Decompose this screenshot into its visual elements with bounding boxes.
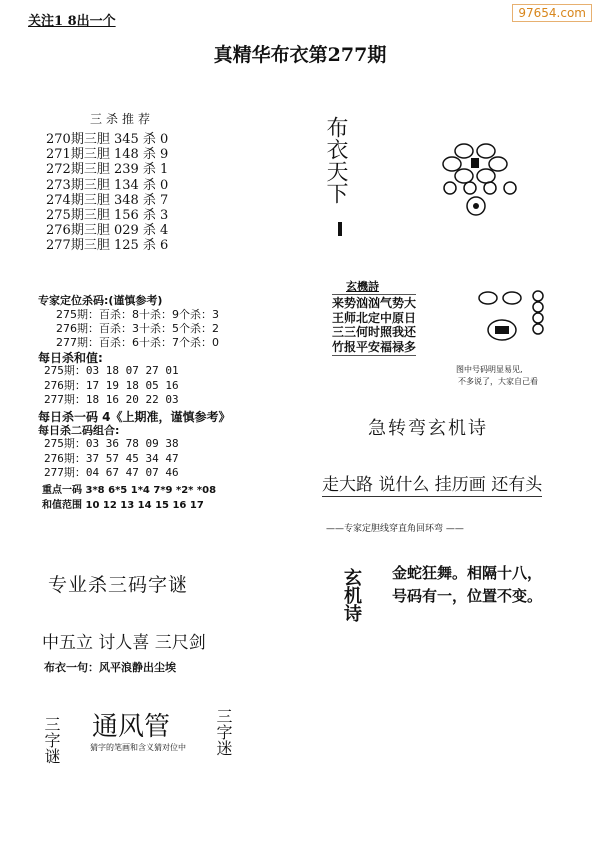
daily-sum-list <box>44 364 179 408</box>
image-hint: 图中号码明显易见, <box>456 365 523 374</box>
list-item: 270期三胆 345 杀 0 <box>46 132 169 147</box>
xuanji-vertical: 玄机诗 <box>341 568 362 622</box>
clue-line: 号码有一，位置不变。 <box>392 587 543 605</box>
list-item: 271期三胆 148 杀 9 <box>46 147 169 163</box>
list-item: 277期：百杀：6十杀：7个杀：0 <box>56 336 219 349</box>
buyi-title: 布衣天下 <box>323 116 348 204</box>
daily-sum-title: 每日杀和值: <box>38 351 103 365</box>
poem-line: 王师北定中原日 <box>332 310 417 325</box>
expert-kill-list <box>56 308 219 350</box>
page-title: 真精华布衣第277期 <box>213 44 387 66</box>
three-kill-title: 三杀推荐 <box>90 112 155 126</box>
mahjong-flower-icon <box>436 138 526 220</box>
buyi-sentence: 布衣一句：风平浪静出尘埃 <box>44 661 176 674</box>
three-riddle-left: 三字谜 <box>42 716 61 764</box>
riddle-poem-title: 急转弯玄机诗 <box>368 418 488 439</box>
three-kill-list <box>46 132 168 254</box>
list-item: 277期：18 16 20 22 03 <box>44 393 179 406</box>
expert-kill-title: 专家定位杀码:(谨慎参考) <box>38 294 163 307</box>
tongfeng-riddle: 通风管 <box>92 712 171 742</box>
expert-line-label: ——专家定胆线穿直角回环弯 —— <box>326 524 464 534</box>
focus-code-line: 重点一码 3*8 6*5 1*4 7*9 *2* *08 <box>42 485 217 496</box>
list-item: 273期三胆 134 杀 0 <box>46 177 169 193</box>
two-combo-list <box>44 437 179 481</box>
list-item: 277期：04 67 47 07 46 <box>44 466 179 479</box>
poem-line: 来势汹汹气势大 <box>332 296 417 310</box>
two-combo-title: 每日杀二码组合: <box>38 424 120 437</box>
list-item: 276期三胆 029 杀 4 <box>46 223 169 239</box>
list-item: 275期：03 18 07 27 01 <box>44 364 179 377</box>
mahjong-coins-icon <box>472 288 562 358</box>
poem-line: 竹报平安福禄多 <box>332 339 417 354</box>
list-item: 276期：17 19 18 05 16 <box>44 378 179 392</box>
follow-note: 关注1 8出一个 <box>28 14 116 29</box>
site-watermark[interactable]: 97654.com <box>512 4 592 22</box>
list-item: 272期三胆 239 杀 1 <box>46 162 169 178</box>
poem-box <box>332 294 416 356</box>
list-item: 276期：37 57 45 34 47 <box>44 451 179 465</box>
pro-riddle-title: 专业杀三码字谜 <box>48 574 189 596</box>
riddle-row: 中五立 讨人喜 三尺剑 <box>42 633 206 653</box>
poem-line: 三三何时照我还 <box>332 325 417 339</box>
riddle-line: 走大路 说什么 挂历画 还有头 <box>322 470 542 495</box>
divider <box>338 222 342 236</box>
list-item: 275期：百杀：8十杀：9个杀：3 <box>56 308 219 321</box>
list-item: 275期：03 36 78 09 38 <box>44 437 179 450</box>
three-riddle-right: 三字迷 <box>214 708 233 756</box>
tongfeng-note: 猜字的笔画和含义猜对位中 <box>90 743 186 752</box>
daily-kill-note: 每日杀一码 4《上期准，谨慎参考》 <box>38 410 231 424</box>
image-hint: 不多说了，大家自己看 <box>458 377 538 386</box>
xuanji-title: 玄機詩 <box>346 280 379 293</box>
list-item: 274期三胆 348 杀 7 <box>46 192 169 208</box>
list-item: 277期三胆 125 杀 6 <box>46 238 169 254</box>
clue-line: 金蛇狂舞。相隔十八， <box>392 564 543 582</box>
sum-range-line: 和值范围 10 12 13 14 15 16 17 <box>42 500 204 511</box>
list-item: 276期：百杀：3十杀：5个杀：2 <box>56 322 219 335</box>
list-item: 275期三胆 156 杀 3 <box>46 208 169 224</box>
